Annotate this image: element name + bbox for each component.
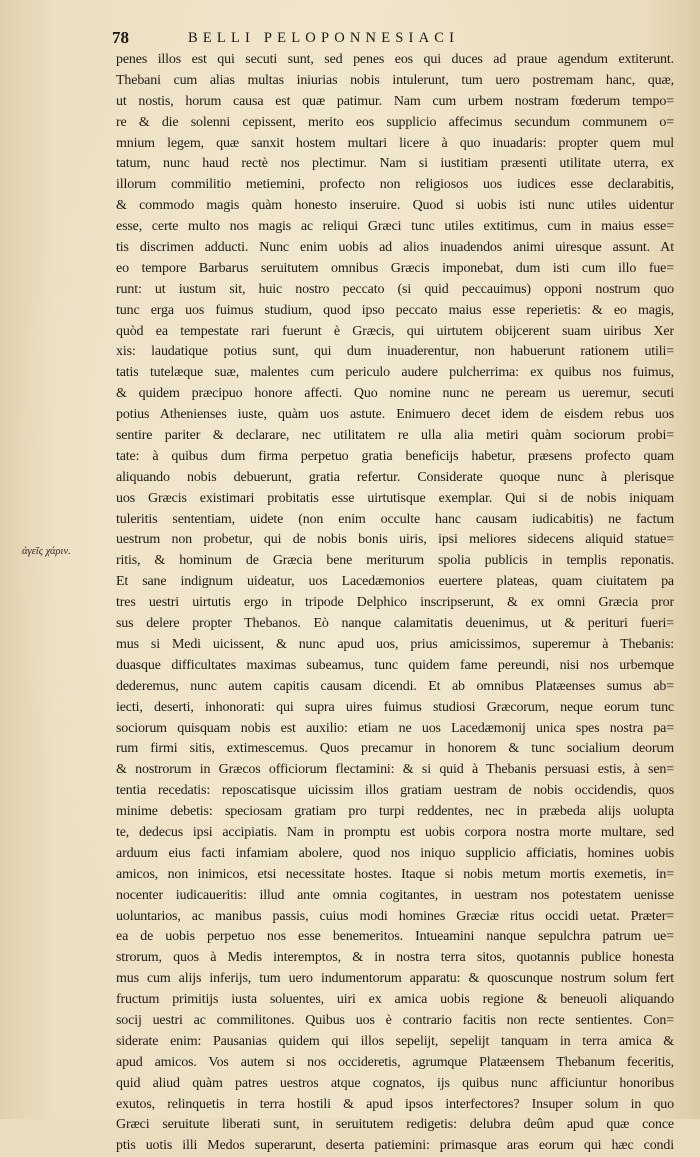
text-line: runt: ut iustum sit, huic nostro peccato (si quid peccauimus) opponi nostrum quo bbox=[116, 281, 674, 297]
text-line: mus si Medi uicissent, & nunc apud uos, prius amicissimos, superemur à Thebanis: bbox=[116, 636, 674, 652]
text-line: mnium legem, quæ sanxit hostem multari licere à quo inuadaris: propter quem mul bbox=[116, 135, 674, 151]
text-line: quòd ea tempestate rari fuerunt è Græcis, qui uirtutem obijcerent suam uiribus Xer bbox=[116, 323, 674, 339]
text-line: quid aliud quàm patres uestros atque cognatos, ijs quibus nunc afficiuntur honoribus bbox=[116, 1075, 674, 1091]
text-line: & commodo magis quàm honesto inseruire. Quod si uobis isti nunc utiles uidentur bbox=[116, 198, 674, 214]
text-line: uos Græcis existimari probitatis esse uirtutisque exemplar. Qui si de nobis iniquam bbox=[116, 490, 674, 506]
text-line: siderate enim: Pausanias quidem qui illos sepelijt, sepelijt tanquam in terra amica & bbox=[116, 1033, 674, 1049]
body-text bbox=[116, 50, 674, 1157]
text-line: fructum primitijs iusta soluentes, uiri ex amica uobis regione & beneuoli aliquando bbox=[116, 992, 674, 1008]
running-head: BELLI PELOPONNESIACI bbox=[188, 30, 460, 46]
text-line: exutos, relinquetis in terra hostili & apud ipsos interfectores? Insuper solum in quo bbox=[116, 1096, 674, 1112]
text-line: tate: à quibus dum firma perpetuo gratia beneficijs habetur, præsens profecto quam bbox=[116, 448, 674, 464]
text-line: rum firmi sitis, extimescemus. Quos precamur in honorem & tunc socialium deorum bbox=[116, 741, 674, 757]
text-line: uestrum non probetur, qui de nobis bonis uiris, ipsi meliores sidecens aliquid statue= bbox=[116, 532, 674, 548]
text-line: & nostrorum in Græcos officiorum flectamini: & si quid à Thebanis persuasi estis, à sen= bbox=[116, 762, 674, 778]
text-line: eo tempore Barbarus seruitutem omnibus Græcis imponebat, dum isti cum illo fue= bbox=[116, 260, 674, 276]
text-line: tuleritis sententiam, uidete (non enim occulte hanc causam iudicabitis) ne factum bbox=[116, 511, 674, 527]
text-line: mus cum alijs inferijs, tum uero indumentorum apparatu: & quoscunque nostrum solum fert bbox=[116, 971, 674, 987]
text-line: sociorum quisquam nobis est auxilio: etiam ne uos Lacedæmonij unica spes nostra pa= bbox=[116, 720, 674, 736]
marginal-note: ἀγεῖς χάριν. bbox=[22, 546, 71, 557]
text-line: uoluntarios, ac manibus passis, cuius modi homines Græciæ ritus occidi uetat. Præter= bbox=[116, 908, 674, 924]
text-line: tunc erga uos fuimus studium, quod ipso peccato maius esse reperietis: & eo magis, bbox=[116, 302, 674, 318]
text-line: nocenter iudicaueritis: illud ante omnia cogitantes, in uestram nos potestatem uenisse bbox=[116, 887, 674, 903]
text-line: apud amicos. Vos autem si nos occideretis, agrumque Platæensem Thebanum feceritis, bbox=[116, 1054, 674, 1070]
text-line: xis: laudatique potius sunt, qui dum inuaderentur, non habuerunt rationem utili= bbox=[116, 344, 674, 360]
text-line: minime debetis: speciosam gratiam pro turpi reddentes, nec in præbeda alijs uolupta bbox=[116, 804, 674, 820]
text-line: esse, certe multo nos magis ac reliqui Græci tunc utiles extitimus, cum in maius esse= bbox=[116, 219, 674, 235]
text-line: te, dedecus ipsi accipiatis. Nam in promptu est uobis corpora nostra morte multare, sed bbox=[116, 824, 674, 840]
text-line: & quidem præcipuo honore affecti. Quo nomine nunc ne peream us ueremur, secuti bbox=[116, 386, 674, 402]
page-header bbox=[112, 24, 670, 50]
text-line: Græci seruitute liberati sunt, in seruitutem redigetis: delubra deûm apud quæ conce bbox=[116, 1117, 674, 1133]
text-line: tis discrimen adducti. Nunc enim uobis ad alios inuadendos animi uiresque assunt. At bbox=[116, 240, 674, 256]
text-line: dederemus, nunc autem capitis causam dicendi. Et ab omnibus Platæenses sumus ab= bbox=[116, 678, 674, 694]
text-line: penes illos est qui secuti sunt, sed penes eos qui duces ad praue agendum extiterunt. bbox=[116, 52, 674, 67]
text-line: aliquando nobis debuerunt, gratia refertur. Considerate quoque nunc à plerisque bbox=[116, 469, 674, 485]
text-line: tres uestri uirtutis ergo in tripode Delphico inscripserunt, & ex omni Græcia pror bbox=[116, 595, 674, 611]
text-line: sus delere propter Thebanos. Eò nanque calamitatis deuenimus, ut & perituri fueri= bbox=[116, 616, 674, 632]
text-line: strorum, quos à Medis interemptos, & in nostra terra sitos, quotannis publice honesta bbox=[116, 950, 674, 966]
text-line: ptis uotis illi Medos superarunt, deserta patiemini: primasque aras eorum qui hæc condi bbox=[116, 1138, 674, 1154]
text-line: ea de uobis perpetuo nos esse benemeritos. Intueamini nanque sepulchra patrum ue= bbox=[116, 929, 674, 945]
text-line: iecti, deserti, inhonorati: qui supra uires fuimus studiosi Græcorum, neque eorum tunc bbox=[116, 699, 674, 715]
text-line: tatum, nunc haud rectè nos plectimur. Nam si iustitiam præsenti utilitate uterra, ex bbox=[116, 156, 674, 172]
text-line: sentire pariter & declarare, nec utilitatem re ulla alia metiri quàm sociorum probi= bbox=[116, 428, 674, 444]
text-line: potius Athenienses iuste, quàm uos astute. Enimuero decet idem de eisdem rebus uos bbox=[116, 407, 674, 423]
text-line: duasque difficultates maximas subeamus, tunc quidem fame pereundi, nisi nos urbemque bbox=[116, 657, 674, 673]
text-line: tatis tutelæque suæ, malentes cum periculo audere pulcherrima: ex quibus nos fuimus, bbox=[116, 365, 674, 381]
text-line: arduum eius facti infamiam abolere, quod nos iniquo supplicio afficiatis, homines uobis bbox=[116, 845, 674, 861]
text-line: tentia recedatis: reposcatisque uicissim illos gratiam uestram de nobis occidendis, quos bbox=[116, 783, 674, 799]
page-number: 78 bbox=[112, 28, 129, 47]
text-line: ritis, & hominum de Græcia bene meriturum spolia publicis in templis reponatis. bbox=[116, 553, 674, 569]
text-line: Thebani cum alias multas iniurias nobis intulerunt, tum uero postremam hanc, quæ, bbox=[116, 72, 674, 88]
text-line: Et sane indignum uideatur, uos Lacedæmonios euertere plateas, quam ciuitatem pa bbox=[116, 574, 674, 590]
text-line: ut nostis, horum causa est quæ patimur. Nam cum urbem nostram fœderum tempo= bbox=[116, 93, 674, 109]
text-line: socij uestri ac commilitones. Quibus uos è contrario facitis non recte sentientes. Con= bbox=[116, 1012, 674, 1028]
text-line: amicos, non inimicos, etsi necessitate hostes. Itaque si nobis metum mortis exemetis, in= bbox=[116, 866, 674, 882]
text-line: re & die solenni cepissent, merito eos supplicio affecimus secundum communem o= bbox=[116, 114, 674, 130]
text-line: illorum commilitio metiemini, profecto non religiosos uos iudices esse declarabitis, bbox=[116, 177, 674, 193]
